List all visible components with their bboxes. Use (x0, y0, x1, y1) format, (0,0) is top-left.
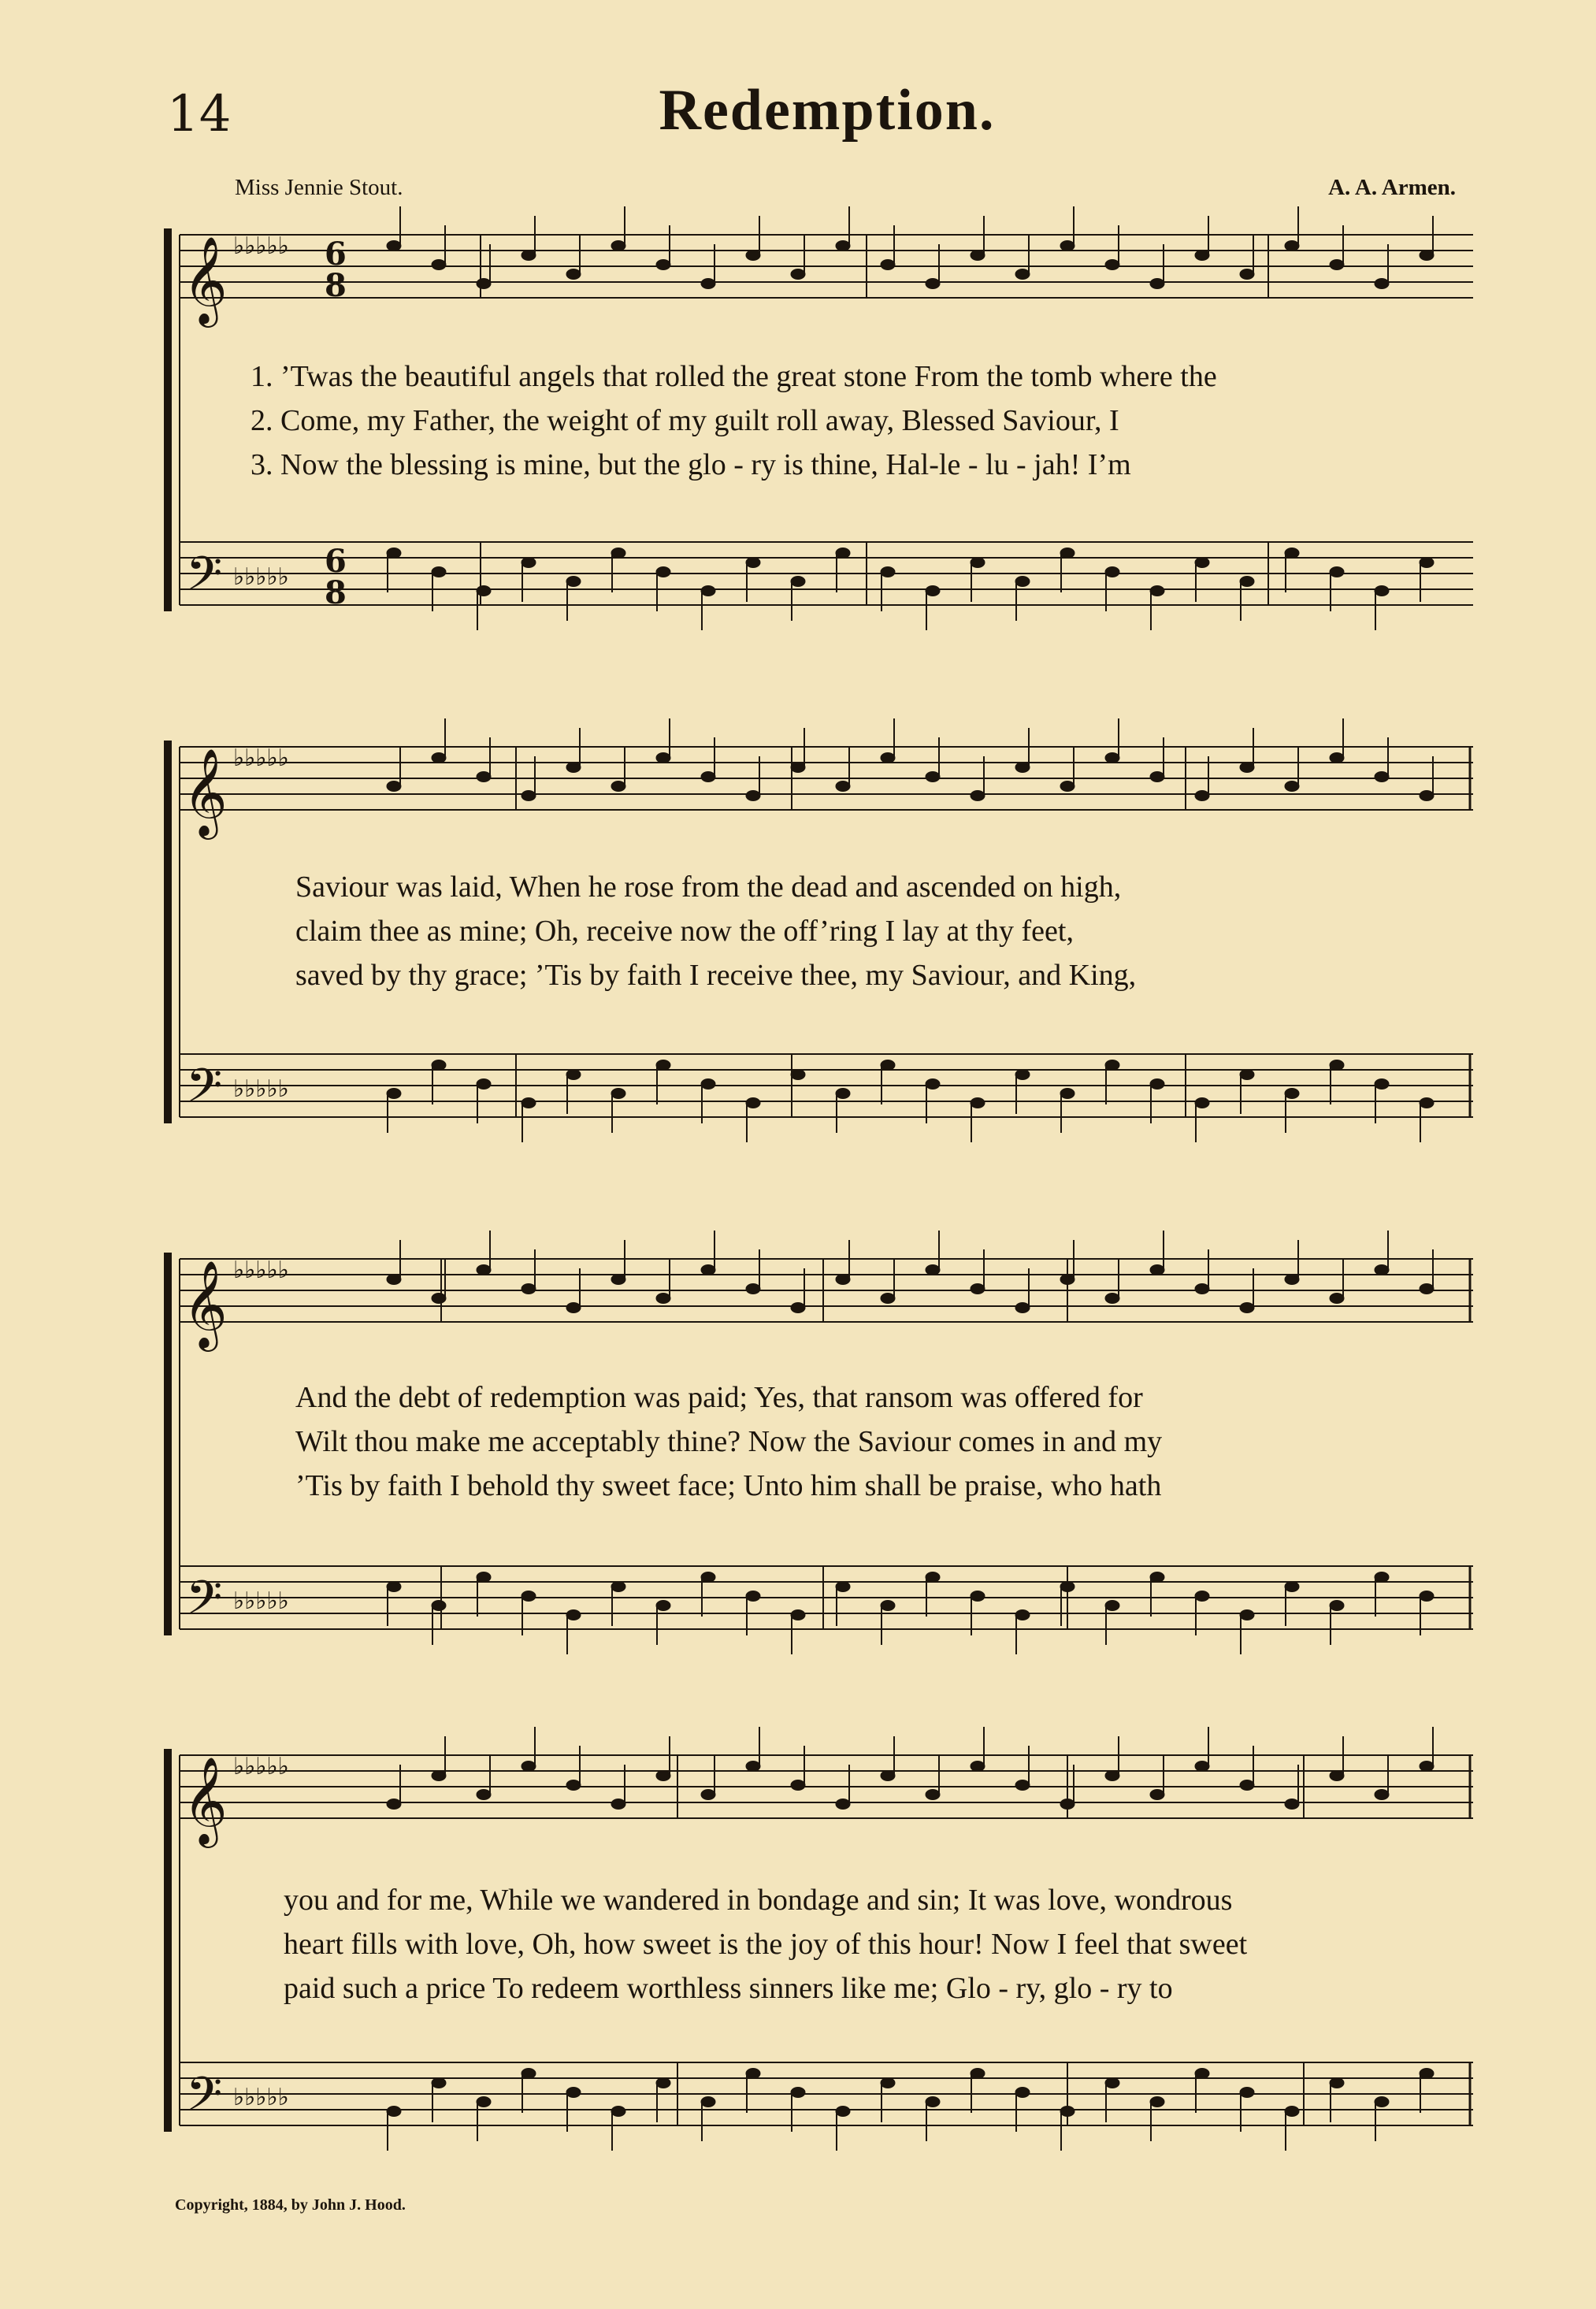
note-head (1195, 2069, 1209, 2079)
note-head (836, 781, 850, 792)
note-head (701, 1265, 715, 1275)
note-head (1240, 1070, 1254, 1080)
note-head (1195, 1761, 1209, 1772)
note-head (746, 1761, 760, 1772)
key-signature-treble-1: ♭♭♭♭♭ (233, 232, 289, 260)
note-head (566, 1780, 581, 1791)
note-head (926, 1265, 940, 1275)
note-head (477, 772, 491, 782)
note-head (432, 1771, 446, 1781)
note-head (1375, 1265, 1389, 1275)
note-head (521, 1591, 536, 1602)
note-head (881, 1601, 895, 1611)
note-head (746, 558, 760, 568)
note-head (387, 2107, 401, 2117)
note-head (566, 1070, 581, 1080)
note-head (521, 2069, 536, 2079)
note-head (926, 279, 940, 289)
note-head (971, 558, 985, 568)
note-head (1285, 781, 1299, 792)
note-head (611, 1275, 625, 1285)
note-head (791, 269, 805, 280)
treble-staff-3 (180, 1259, 1473, 1322)
note-head (1150, 1572, 1164, 1583)
treble-clef-1: 𝄞 (183, 236, 228, 324)
bass-clef-3: 𝄢 (186, 1570, 223, 1636)
note-head (1330, 2078, 1344, 2088)
note-head (1375, 586, 1389, 596)
verse-2-line-1: 2. Come, my Father, the weight of my guilt roll away, Blessed Saviour, I (251, 404, 1119, 437)
note-head (881, 753, 895, 763)
note-head (1195, 251, 1209, 261)
time-signature-top-treble: 6 (325, 236, 347, 273)
note-head (1375, 772, 1389, 782)
note-head (1060, 1799, 1075, 1810)
note-head (1015, 1070, 1030, 1080)
note-head (701, 586, 715, 596)
note-head (477, 1790, 491, 1800)
note-head (611, 781, 625, 792)
note-head (746, 251, 760, 261)
barlines (441, 235, 1470, 2125)
note-head (656, 753, 670, 763)
note-head (926, 2097, 940, 2107)
verse-2-line-4: heart fills with love, Oh, how sweet is the joy of this hour! Now I feel that sweet (284, 1928, 1248, 1961)
note-head (881, 1060, 895, 1071)
note-head (477, 1079, 491, 1090)
note-head (566, 577, 581, 587)
note-head (477, 279, 491, 289)
note-head (1420, 1284, 1434, 1294)
composer-credit: A. A. Armen. (1328, 175, 1456, 200)
treble-staff-4 (180, 1755, 1473, 1818)
note-head (432, 2078, 446, 2088)
note-head (566, 763, 581, 773)
note-head (432, 1601, 446, 1611)
verse-1-line-1: 1. ’Twas the beautiful angels that rolled the great stone From the tomb where the (251, 360, 1217, 393)
note-head (611, 1582, 625, 1592)
note-head (1375, 1572, 1389, 1583)
note-head (432, 567, 446, 577)
note-head (432, 260, 446, 270)
note-head (1330, 1601, 1344, 1611)
note-head (1420, 1761, 1434, 1772)
note-head (656, 1601, 670, 1611)
note-head (971, 1284, 985, 1294)
note-head (387, 1275, 401, 1285)
note-head (1015, 1303, 1030, 1313)
note-head (611, 2107, 625, 2117)
note-head (432, 753, 446, 763)
note-head (1420, 558, 1434, 568)
note-head (836, 1275, 850, 1285)
bass-staff-4 (180, 2062, 1473, 2125)
note-head (1330, 1294, 1344, 1304)
treble-clef-3: 𝄞 (183, 1260, 228, 1348)
note-head (1330, 1771, 1344, 1781)
note-head (1105, 2078, 1119, 2088)
note-head (791, 2088, 805, 2098)
note-head (1105, 753, 1119, 763)
note-head (971, 791, 985, 801)
note-head (971, 251, 985, 261)
note-head (1060, 548, 1075, 559)
note-head (1420, 1098, 1434, 1108)
note-head (746, 791, 760, 801)
note-head (432, 1294, 446, 1304)
verse-2-line-3: Wilt thou make me acceptably thine? Now the Saviour comes in and my (295, 1425, 1163, 1458)
note-head (836, 241, 850, 251)
treble-staff-1 (180, 235, 1473, 298)
key-signature-bass-4: ♭♭♭♭♭ (233, 2084, 289, 2111)
note-head (1195, 1284, 1209, 1294)
treble-clef-2: 𝄞 (183, 748, 228, 836)
note-head (521, 791, 536, 801)
note-head (1060, 1275, 1075, 1285)
note-head (1240, 763, 1254, 773)
note-head (1285, 241, 1299, 251)
note-head (791, 763, 805, 773)
time-signature-bottom-treble: 8 (325, 267, 347, 304)
note-head (746, 1098, 760, 1108)
note-head (791, 1780, 805, 1791)
note-head (1105, 260, 1119, 270)
note-head (656, 260, 670, 270)
note-head (1150, 2097, 1164, 2107)
note-head (746, 1284, 760, 1294)
verse-lines-system-3 (295, 1375, 1162, 1508)
note-head (836, 1799, 850, 1810)
note-head (611, 1089, 625, 1099)
key-signature-treble-3: ♭♭♭♭♭ (233, 1257, 289, 1284)
note-head (926, 1790, 940, 1800)
note-head (1195, 1098, 1209, 1108)
note-head (791, 1070, 805, 1080)
note-head (387, 548, 401, 559)
note-head (1105, 1771, 1119, 1781)
note-head (701, 279, 715, 289)
treble-clef-4: 𝄞 (183, 1756, 228, 1844)
note-head (1240, 1303, 1254, 1313)
note-head (1105, 1294, 1119, 1304)
note-head (1375, 1079, 1389, 1090)
time-signature-top-bass: 6 (325, 543, 347, 580)
note-head (836, 2107, 850, 2117)
verse-3-line-1: 3. Now the blessing is mine, but the glo - ry is thine, Hal-le - lu - jah! I’m (251, 448, 1131, 481)
note-head (881, 567, 895, 577)
note-head (1105, 1601, 1119, 1611)
verse-2-line-2: claim thee as mine; Oh, receive now the off’ring I lay at thy feet, (295, 915, 1074, 948)
note-head (1285, 1089, 1299, 1099)
note-head (1375, 1790, 1389, 1800)
note-head (1150, 772, 1164, 782)
note-head (1420, 1591, 1434, 1602)
treble-staff-2 (180, 747, 1473, 810)
note-head (477, 1265, 491, 1275)
note-head (1285, 1582, 1299, 1592)
note-head (656, 1294, 670, 1304)
note-head (1195, 558, 1209, 568)
key-signature-bass-3: ♭♭♭♭♭ (233, 1587, 289, 1615)
note-head (1375, 2097, 1389, 2107)
note-head (521, 1284, 536, 1294)
verse-lines-system-2 (295, 865, 1136, 997)
bass-staff-1 (180, 542, 1473, 605)
note-head (971, 1761, 985, 1772)
note-head (1330, 567, 1344, 577)
note-head (1105, 1060, 1119, 1071)
note-head (1195, 791, 1209, 801)
note-head (1285, 548, 1299, 559)
note-head (701, 772, 715, 782)
note-head (791, 1610, 805, 1620)
bass-staff-2 (180, 1054, 1473, 1117)
note-head (791, 577, 805, 587)
hymn-title: Redemption. (659, 78, 996, 143)
note-head (836, 1582, 850, 1592)
note-head (1240, 1780, 1254, 1791)
note-head (746, 1591, 760, 1602)
note-head (477, 586, 491, 596)
note-head (1330, 753, 1344, 763)
note-head (836, 548, 850, 559)
note-head (1015, 1610, 1030, 1620)
note-head (1285, 1275, 1299, 1285)
note-head (1150, 586, 1164, 596)
verse-lines-system-4 (284, 1878, 1247, 2010)
note-head (656, 1771, 670, 1781)
verse-1-line-4: you and for me, While we wandered in bondage and sin; It was love, wondrous (284, 1884, 1233, 1917)
note-head (387, 241, 401, 251)
note-head (1060, 781, 1075, 792)
note-head (1060, 1582, 1075, 1592)
note-head (701, 1079, 715, 1090)
note-head (387, 1582, 401, 1592)
note-head (566, 1610, 581, 1620)
clefs (183, 236, 228, 2133)
note-head (1105, 567, 1119, 577)
note-head (1195, 1591, 1209, 1602)
note-head (387, 781, 401, 792)
note-head (1240, 2088, 1254, 2098)
note-head (1375, 279, 1389, 289)
note-head (1330, 1060, 1344, 1071)
note-head (1015, 577, 1030, 587)
note-head (521, 1098, 536, 1108)
note-head (1240, 577, 1254, 587)
note-head (926, 586, 940, 596)
note-head (1015, 763, 1030, 773)
note-head (881, 2078, 895, 2088)
key-signature-bass-2: ♭♭♭♭♭ (233, 1075, 289, 1103)
note-head (881, 1294, 895, 1304)
note-head (1330, 260, 1344, 270)
note-head (1015, 2088, 1030, 2098)
note-head (656, 2078, 670, 2088)
note-head (1240, 1610, 1254, 1620)
bass-staff-3 (180, 1566, 1473, 1629)
note-head (387, 1799, 401, 1810)
note-head (1060, 241, 1075, 251)
note-head (881, 260, 895, 270)
system-brackets (168, 228, 180, 2132)
note-head (566, 2088, 581, 2098)
note-head (432, 1060, 446, 1071)
note-head (611, 548, 625, 559)
note-head (521, 251, 536, 261)
note-head (1150, 279, 1164, 289)
note-head (1240, 269, 1254, 280)
note-head (701, 1572, 715, 1583)
verse-3-line-4: paid such a price To redeem worthless sinners like me; Glo - ry, glo - ry to (284, 1972, 1173, 2005)
note-head (1150, 1079, 1164, 1090)
page-number: 14 (167, 85, 232, 143)
note-head (881, 1771, 895, 1781)
verse-lines-system-1 (251, 355, 1217, 487)
note-head (477, 1572, 491, 1583)
bass-clef-1: 𝄢 (186, 546, 223, 612)
key-signatures (233, 232, 289, 2111)
note-head (611, 1799, 625, 1810)
note-head (971, 1098, 985, 1108)
note-head (566, 269, 581, 280)
note-head (521, 1761, 536, 1772)
time-signature-bottom-bass: 8 (325, 574, 347, 611)
key-signature-treble-4: ♭♭♭♭♭ (233, 1753, 289, 1780)
note-head (656, 1060, 670, 1071)
note-head (521, 558, 536, 568)
copyright-notice: Copyright, 1884, by John J. Hood. (175, 2196, 406, 2214)
note-head (926, 1572, 940, 1583)
note-head (701, 2097, 715, 2107)
note-head (971, 2069, 985, 2079)
note-head (477, 2097, 491, 2107)
verse-1-line-2: Saviour was laid, When he rose from the dead and ascended on high, (295, 871, 1122, 904)
note-head (566, 1303, 581, 1313)
note-head (926, 1079, 940, 1090)
note-head (971, 1591, 985, 1602)
note-head (656, 567, 670, 577)
note-head (1420, 2069, 1434, 2079)
note-head (1285, 2107, 1299, 2117)
note-head (791, 1303, 805, 1313)
note-head (746, 2069, 760, 2079)
key-signature-treble-2: ♭♭♭♭♭ (233, 744, 289, 772)
note-head (1420, 791, 1434, 801)
note-head (836, 1089, 850, 1099)
verse-3-line-2: saved by thy grace; ’Tis by faith I receive thee, my Saviour, and King, (295, 959, 1137, 992)
note-head (1015, 269, 1030, 280)
note-head (1150, 1790, 1164, 1800)
note-head (1150, 1265, 1164, 1275)
note-head (1285, 1799, 1299, 1810)
verse-1-line-3: And the debt of redemption was paid; Yes, that ransom was offered for (295, 1381, 1143, 1414)
note-head (1060, 1089, 1075, 1099)
note-head (701, 1790, 715, 1800)
bass-clef-4: 𝄢 (186, 2066, 223, 2133)
note-head (1420, 251, 1434, 261)
note-head (1015, 1780, 1030, 1791)
note-head (926, 772, 940, 782)
note-heads (387, 206, 1434, 2151)
verse-3-line-3: ’Tis by faith I behold thy sweet face; Unto him shall be praise, who hath (295, 1469, 1162, 1502)
author-credit: Miss Jennie Stout. (235, 175, 403, 200)
bass-clef-2: 𝄢 (186, 1058, 223, 1124)
key-signature-bass-1: ♭♭♭♭♭ (233, 563, 289, 591)
note-head (611, 241, 625, 251)
note-head (387, 1089, 401, 1099)
note-head (1060, 2107, 1075, 2117)
